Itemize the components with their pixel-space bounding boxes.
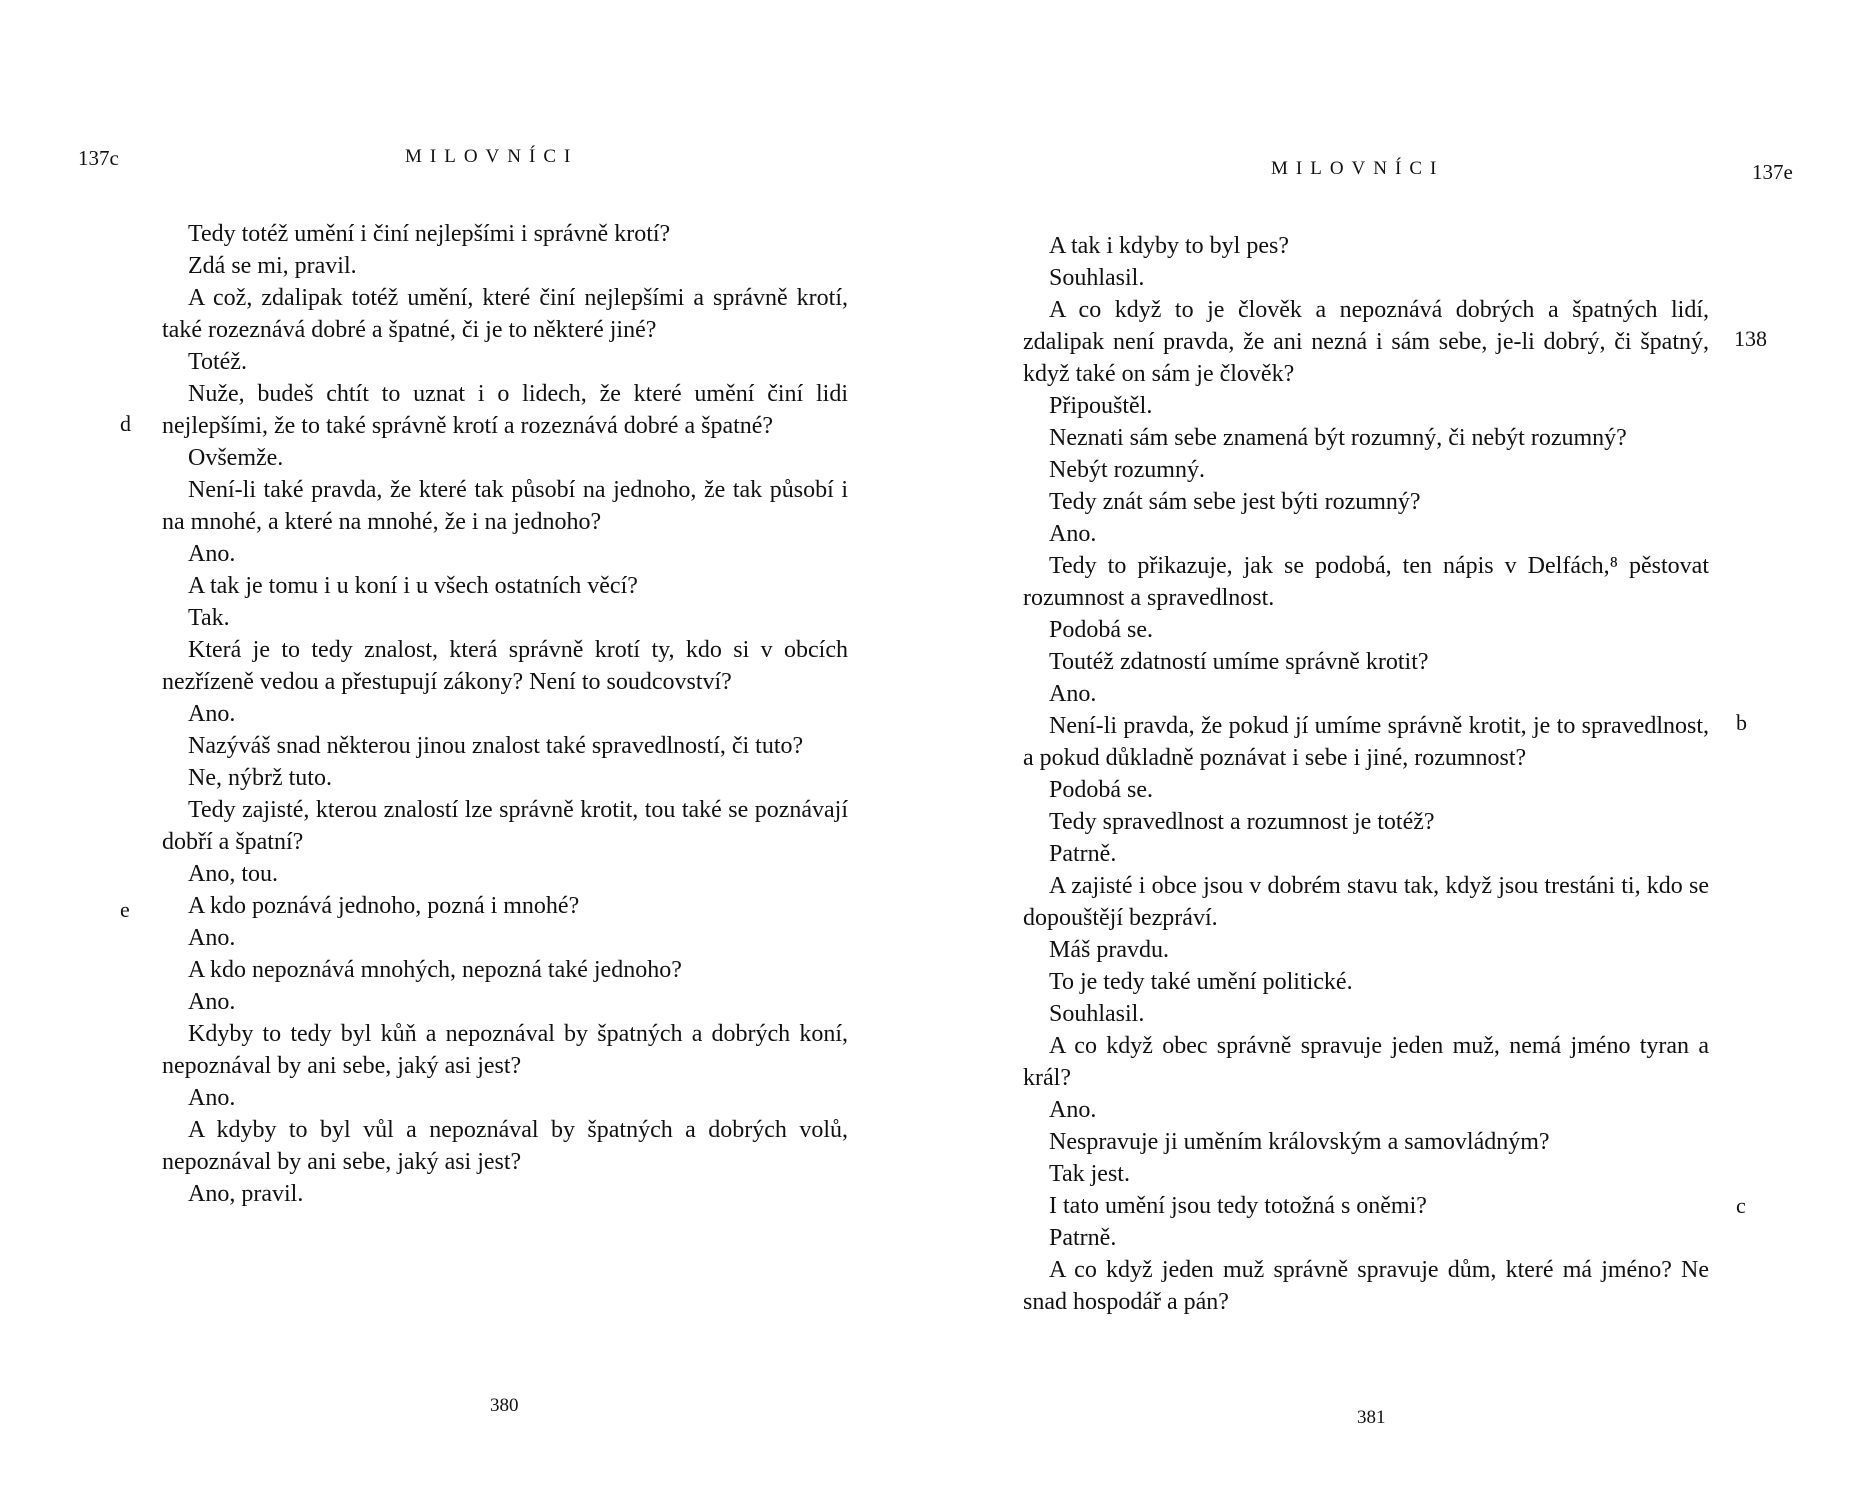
paragraph: Tedy totéž umění i činí nejlepšími i správně krotí? (188, 221, 671, 247)
paragraph: Ano. (1049, 681, 1097, 707)
paragraph: Zdá se mi, pravil. (188, 253, 357, 279)
paragraph: Patrně. (1049, 841, 1117, 867)
margin-letter: e (120, 897, 130, 922)
paragraph: Tak. (188, 605, 230, 631)
paragraph: Ano. (188, 989, 236, 1015)
paragraph: A kdo poznává jednoho, pozná i mnohé? (188, 893, 580, 919)
paragraph: To je tedy také umění politické. (1049, 969, 1353, 995)
paragraph: Ano. (188, 925, 236, 951)
paragraph: A což, zdalipak totéž umění, které činí nejlepšími a správně krotí, také rozeznává dobré a špatné, či je to některé jiné? (162, 285, 848, 343)
margin-letter: b (1736, 710, 1747, 735)
paragraph: A co když jeden muž správně spravuje dům, které má jméno? Ne snad hospodář a pán? (1023, 1257, 1709, 1315)
paragraph: Která je to tedy znalost, která správně krotí ty, kdo si v obcích nezřízeně vedou a přestupují zákony? Není to soudcovství? (162, 637, 848, 695)
stephanus-number: 137c (78, 146, 119, 170)
paragraph: Ano. (1049, 1097, 1097, 1123)
paragraph: Tedy znát sám sebe jest býti rozumný? (1049, 489, 1421, 515)
paragraph: A tak i kdyby to byl pes? (1049, 233, 1289, 259)
paragraph: Neznati sám sebe znamená být rozumný, či nebýt rozumný? (1049, 425, 1627, 451)
paragraph: Nazýváš snad některou jinou znalost také spravedlností, či tuto? (188, 733, 804, 759)
paragraph: Tedy to přikazuje, jak se podobá, ten nápis v Delfách,⁸ pěstovat rozumnost a spravedlnost. (1023, 553, 1709, 611)
paragraph: Máš pravdu. (1049, 937, 1169, 963)
paragraph: A kdyby to byl vůl a nepoznával by špatných a dobrých volů, nepoznával by ani sebe, jaký asi jest? (162, 1117, 848, 1175)
paragraph: A co když to je člověk a nepoznává dobrých a špatných lidí, zdalipak není pravda, že ani nezná i sám sebe, je-li dobrý, či špatný, když také on sám je člověk? (1023, 297, 1709, 387)
page-number: 380 (490, 1395, 519, 1416)
paragraph: Patrně. (1049, 1225, 1117, 1251)
paragraph: Ano. (188, 1085, 236, 1111)
paragraph: Ano, pravil. (188, 1181, 304, 1207)
paragraph: Podobá se. (1049, 617, 1153, 643)
paragraph: A co když obec správně spravuje jeden muž, nemá jméno tyran a král? (1023, 1033, 1709, 1091)
paragraph: Souhlasil. (1049, 265, 1145, 291)
right-page (931, 0, 1862, 1501)
paragraph: I tato umění jsou tedy totožná s oněmi? (1049, 1193, 1427, 1219)
paragraph: Ovšemže. (188, 445, 284, 471)
paragraph: Souhlasil. (1049, 1001, 1145, 1027)
paragraph: Ne, nýbrž tuto. (188, 765, 332, 791)
paragraph: Ano. (1049, 521, 1097, 547)
paragraph: A kdo nepoznává mnohých, nepozná také jednoho? (188, 957, 682, 983)
paragraph: Ano. (188, 541, 236, 567)
page-number: 381 (1357, 1407, 1386, 1428)
paragraph: Totéž. (188, 349, 247, 375)
paragraph: Ano. (188, 701, 236, 727)
paragraph: Tedy zajisté, kterou znalostí lze správně krotit, tou také se poznávají dobří a špatní? (162, 797, 848, 855)
paragraph: Nebýt rozumný. (1049, 457, 1205, 483)
paragraph: Podobá se. (1049, 777, 1153, 803)
stephanus-number: 137e (1752, 160, 1793, 184)
paragraph: Není-li také pravda, že které tak působí na jednoho, že tak působí i na mnohé, a které na mnohé, že i na jednoho? (162, 477, 848, 535)
running-head: MILOVNÍCI (405, 146, 579, 167)
body-text (1023, 230, 1709, 1318)
paragraph: Tak jest. (1049, 1161, 1130, 1187)
paragraph: Toutéž zdatností umíme správně krotit? (1049, 649, 1429, 675)
body-text (162, 218, 848, 1210)
paragraph: A zajisté i obce jsou v dobrém stavu tak, když jsou trestáni ti, kdo se dopouštějí bezpráví. (1023, 873, 1709, 931)
paragraph: Nespravuje ji uměním královským a samovládným? (1049, 1129, 1550, 1155)
paragraph: Není-li pravda, že pokud jí umíme správně krotit, je to spravedlnost, a pokud důkladně poznávat i sebe i jiné, rozumnost? (1023, 713, 1709, 771)
running-head: MILOVNÍCI (1271, 158, 1445, 179)
paragraph: Nuže, budeš chtít to uznat i o lidech, že které umění činí lidi nejlepšími, že to také správně krotí a rozeznává dobré a špatné? (162, 381, 848, 439)
margin-letter: d (120, 411, 131, 436)
margin-number: 138 (1734, 326, 1767, 351)
paragraph: Ano, tou. (188, 861, 278, 887)
paragraph: A tak je tomu i u koní i u všech ostatních věcí? (188, 573, 638, 599)
paragraph: Připouštěl. (1049, 393, 1153, 419)
paragraph: Tedy spravedlnost a rozumnost je totéž? (1049, 809, 1435, 835)
paragraph: Kdyby to tedy byl kůň a nepoznával by špatných a dobrých koní, nepoznával by ani sebe, jaký asi jest? (162, 1021, 848, 1079)
margin-letter: c (1736, 1193, 1746, 1218)
